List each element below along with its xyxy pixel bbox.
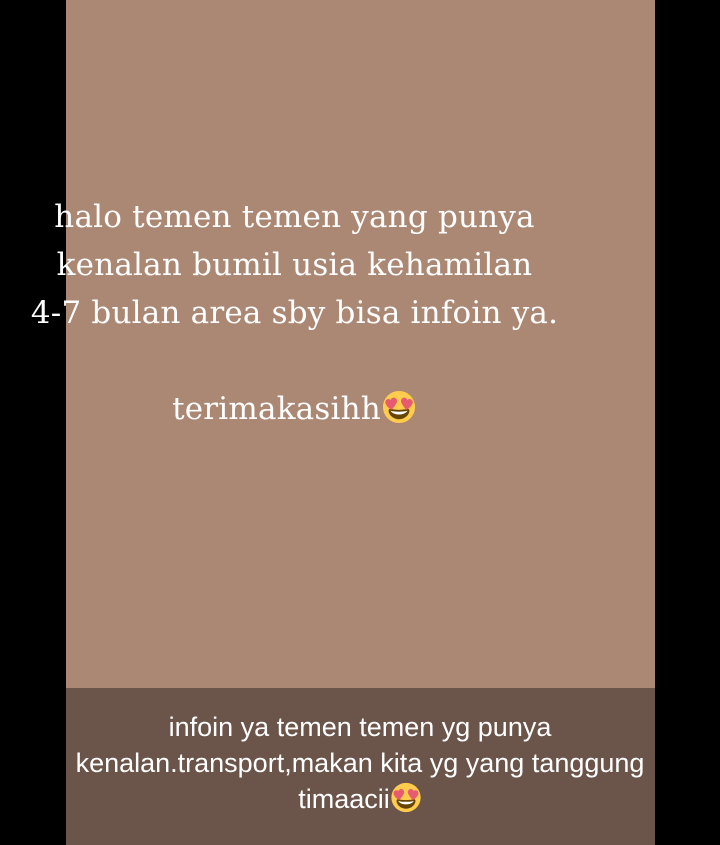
story-spacer: [0, 337, 589, 385]
thanks-line: [0, 385, 589, 433]
heart-eyes-emoji-icon: [381, 390, 417, 424]
caption-line-1: infoin ya temen temen yg punya: [168, 712, 552, 742]
story-line-3: 4-7 bulan area sby bisa infoin ya.: [30, 295, 559, 331]
story-text-block: [0, 193, 589, 433]
caption-line-3-text: timaacii: [298, 784, 390, 814]
thanks-text: terimakasihh: [172, 391, 381, 427]
caption-text-block: [0, 709, 720, 817]
story-line-1: halo temen temen yang punya: [54, 199, 535, 235]
heart-eyes-emoji-icon: [390, 782, 422, 813]
story-line-2: kenalan bumil usia kehamilan: [56, 247, 533, 283]
caption-line-2: kenalan.transport,makan kita yg yang tanggung: [75, 748, 645, 778]
caption-line-3: [0, 781, 720, 817]
